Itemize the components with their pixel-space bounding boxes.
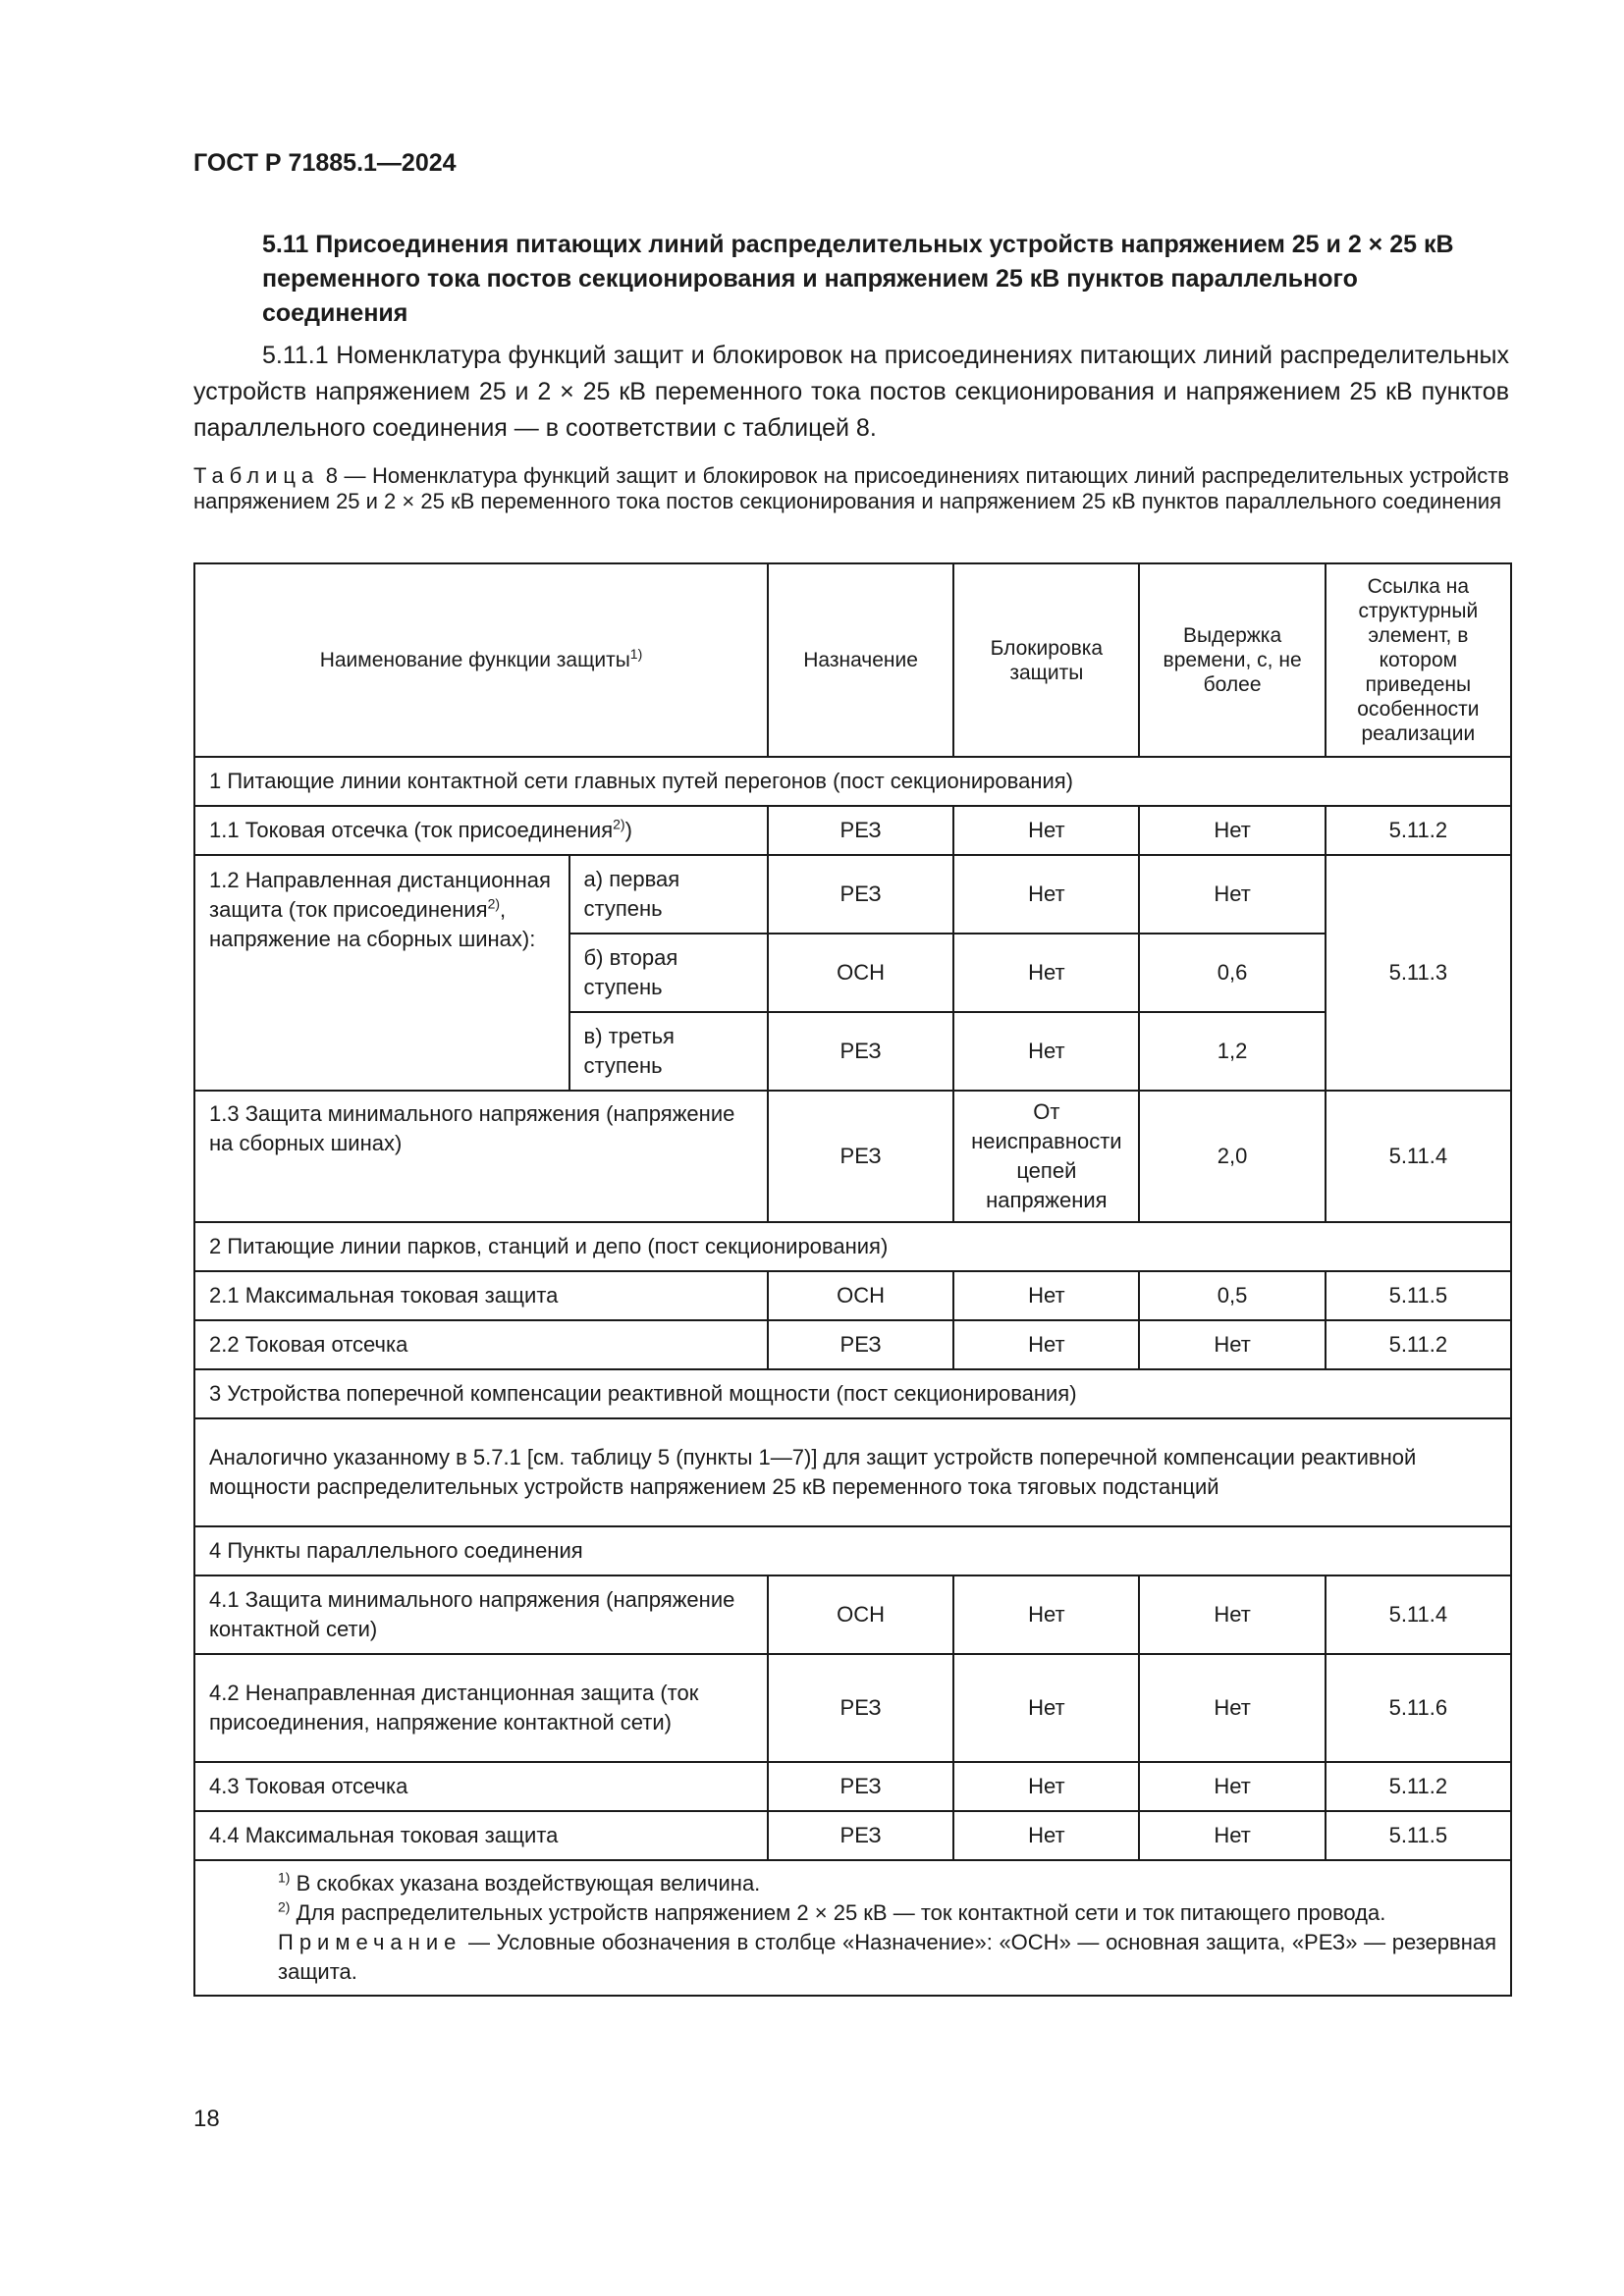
row-name: 4.1 Защита минимального напряжения (напряжение контактной сети) xyxy=(194,1575,768,1654)
row-delay: Нет xyxy=(1139,855,1325,934)
row-stage: а) первая ступень xyxy=(569,855,768,934)
row-delay: Нет xyxy=(1139,1762,1325,1811)
row-blocking: Нет xyxy=(953,855,1139,934)
table-caption-label: Таблица xyxy=(193,463,320,488)
section-paragraph: 5.11.1 Номенклатура функций защит и блокировок на присоединениях питающих линий распределительных устройств напряжением 25 и 2 × 25 кВ переменного тока постов секционирования и напряжением 25 кВ пунктов параллельного соединения — в соответствии с таблицей 8. xyxy=(193,342,1509,442)
group-title: 4 Пункты параллельного соединения xyxy=(194,1526,1511,1575)
table-row xyxy=(194,1320,1511,1369)
row-blocking: Нет xyxy=(953,1654,1139,1762)
table-row xyxy=(194,806,1511,855)
row-purpose: РЕЗ xyxy=(768,1762,953,1811)
row-blocking: Нет xyxy=(953,1811,1139,1860)
row-purpose: РЕЗ xyxy=(768,806,953,855)
table-caption xyxy=(193,463,1509,514)
header-function-name: Наименование функции защиты$^{1)}$ xyxy=(194,563,768,757)
row-name: 1.3 Защита минимального напряжения (напряжение на сборных шинах) xyxy=(194,1091,768,1222)
table-footnotes xyxy=(194,1860,1511,1996)
row-purpose: РЕЗ xyxy=(768,1091,953,1222)
table-header-row xyxy=(194,563,1511,757)
row-name: 1.1 Токовая отсечка (ток присоединения$^{2)}$) xyxy=(194,806,768,855)
row-delay: Нет xyxy=(1139,1575,1325,1654)
header-purpose: Назначение xyxy=(768,563,953,757)
footnotes-row xyxy=(194,1860,1511,1996)
row-purpose: ОСН xyxy=(768,1575,953,1654)
row-name: 4.4 Максимальная токовая защита xyxy=(194,1811,768,1860)
row-reference: 5.11.4 xyxy=(1326,1091,1511,1222)
row-purpose: ОСН xyxy=(768,934,953,1012)
row-name: 4.3 Токовая отсечка xyxy=(194,1762,768,1811)
table-caption-text: 8 — Номенклатура функций защит и блокировок на присоединениях питающих линий распределительных устройств напряжением 25 и 2 × 25 кВ переменного тока постов секционирования и напряжением 25 кВ пунктов параллельного соединения xyxy=(193,463,1509,513)
group-row xyxy=(194,1526,1511,1575)
row-delay: Нет xyxy=(1139,806,1325,855)
footnote-1: $^{1)}$ В скобках указана воздействующая величина. xyxy=(278,1869,761,1896)
table-row xyxy=(194,1762,1511,1811)
row-reference: 5.11.6 xyxy=(1326,1654,1511,1762)
section-title: 5.11 Присоединения питающих линий распределительных устройств напряжением 25 и 2 × 25 кВ переменного тока постов секционирования и напряжением 25 кВ пунктов параллельного соединения xyxy=(262,231,1454,327)
row-blocking: Нет xyxy=(953,1320,1139,1369)
row-delay: 2,0 xyxy=(1139,1091,1325,1222)
row-stage: в) третья ступень xyxy=(569,1012,768,1091)
row-blocking: Нет xyxy=(953,1012,1139,1091)
row-delay: Нет xyxy=(1139,1320,1325,1369)
row-delay: 1,2 xyxy=(1139,1012,1325,1091)
row-purpose: РЕЗ xyxy=(768,1012,953,1091)
row-name: 2.2 Токовая отсечка xyxy=(194,1320,768,1369)
row-blocking: Нет xyxy=(953,1762,1139,1811)
table-row xyxy=(194,1654,1511,1762)
note-label: Примечание xyxy=(278,1930,462,1954)
table-note xyxy=(209,1928,1496,1987)
row-reference: 5.11.2 xyxy=(1326,1762,1511,1811)
table-row xyxy=(194,1575,1511,1654)
row-name: 2.1 Максимальная токовая защита xyxy=(194,1271,768,1320)
header-reference: Ссылка на структурный элемент, в котором приведены особенности реализации xyxy=(1326,563,1511,757)
row-reference: 5.11.3 xyxy=(1326,855,1511,1091)
row-delay: 0,6 xyxy=(1139,934,1325,1012)
footnote-2: $^{2)}$ Для распределительных устройств напряжением 2 × 25 кВ — ток контактной сети и ток питающего провода. xyxy=(278,1898,1386,1925)
row-blocking: Нет xyxy=(953,1271,1139,1320)
table-row xyxy=(194,855,1511,934)
row-purpose: РЕЗ xyxy=(768,1811,953,1860)
group-row xyxy=(194,757,1511,806)
row-purpose: ОСН xyxy=(768,1271,953,1320)
row-purpose: РЕЗ xyxy=(768,855,953,934)
group-title: 1 Питающие линии контактной сети главных путей перегонов (пост секционирования) xyxy=(194,757,1511,806)
row-blocking: От неисправности цепей напряжения xyxy=(953,1091,1139,1222)
table-row xyxy=(194,1418,1511,1526)
row-name: 1.2 Направленная дистанционная защита (ток присоединения$^{2)}$, напряжение на сборных шинах): xyxy=(194,855,569,1091)
page-number: 18 xyxy=(193,2106,220,2132)
protection-functions-table xyxy=(193,562,1512,1997)
table-row xyxy=(194,1091,1511,1222)
document-code: ГОСТ Р 71885.1—2024 xyxy=(193,149,457,177)
row-reference: 5.11.2 xyxy=(1326,1320,1511,1369)
row-blocking: Нет xyxy=(953,806,1139,855)
row-reference: 5.11.4 xyxy=(1326,1575,1511,1654)
row-purpose: РЕЗ xyxy=(768,1654,953,1762)
row-delay: 0,5 xyxy=(1139,1271,1325,1320)
group-description: Аналогично указанному в 5.7.1 [см. таблицу 5 (пункты 1—7)] для защит устройств поперечной компенсации реактивной мощности распределительных устройств напряжением 25 кВ переменного тока тяговых подстанций xyxy=(194,1418,1511,1526)
group-row xyxy=(194,1222,1511,1271)
row-reference: 5.11.5 xyxy=(1326,1811,1511,1860)
table-row xyxy=(194,1811,1511,1860)
header-blocking: Блокировка защиты xyxy=(953,563,1139,757)
row-stage: б) вторая ступень xyxy=(569,934,768,1012)
row-purpose: РЕЗ xyxy=(768,1320,953,1369)
table-row xyxy=(194,1271,1511,1320)
note-text: — Условные обозначения в столбце «Назначение»: «ОСН» — основная защита, «РЕЗ» — резервная защита. xyxy=(278,1930,1496,1984)
group-title: 2 Питающие линии парков, станций и депо (пост секционирования) xyxy=(194,1222,1511,1271)
row-blocking: Нет xyxy=(953,1575,1139,1654)
group-title: 3 Устройства поперечной компенсации реактивной мощности (пост секционирования) xyxy=(194,1369,1511,1418)
row-reference: 5.11.2 xyxy=(1326,806,1511,855)
row-name: 4.2 Ненаправленная дистанционная защита (ток присоединения, напряжение контактной сети) xyxy=(194,1654,768,1762)
row-blocking: Нет xyxy=(953,934,1139,1012)
row-delay: Нет xyxy=(1139,1654,1325,1762)
group-row xyxy=(194,1369,1511,1418)
row-delay: Нет xyxy=(1139,1811,1325,1860)
row-reference: 5.11.5 xyxy=(1326,1271,1511,1320)
header-delay: Выдержка времени, с, не более xyxy=(1139,563,1325,757)
